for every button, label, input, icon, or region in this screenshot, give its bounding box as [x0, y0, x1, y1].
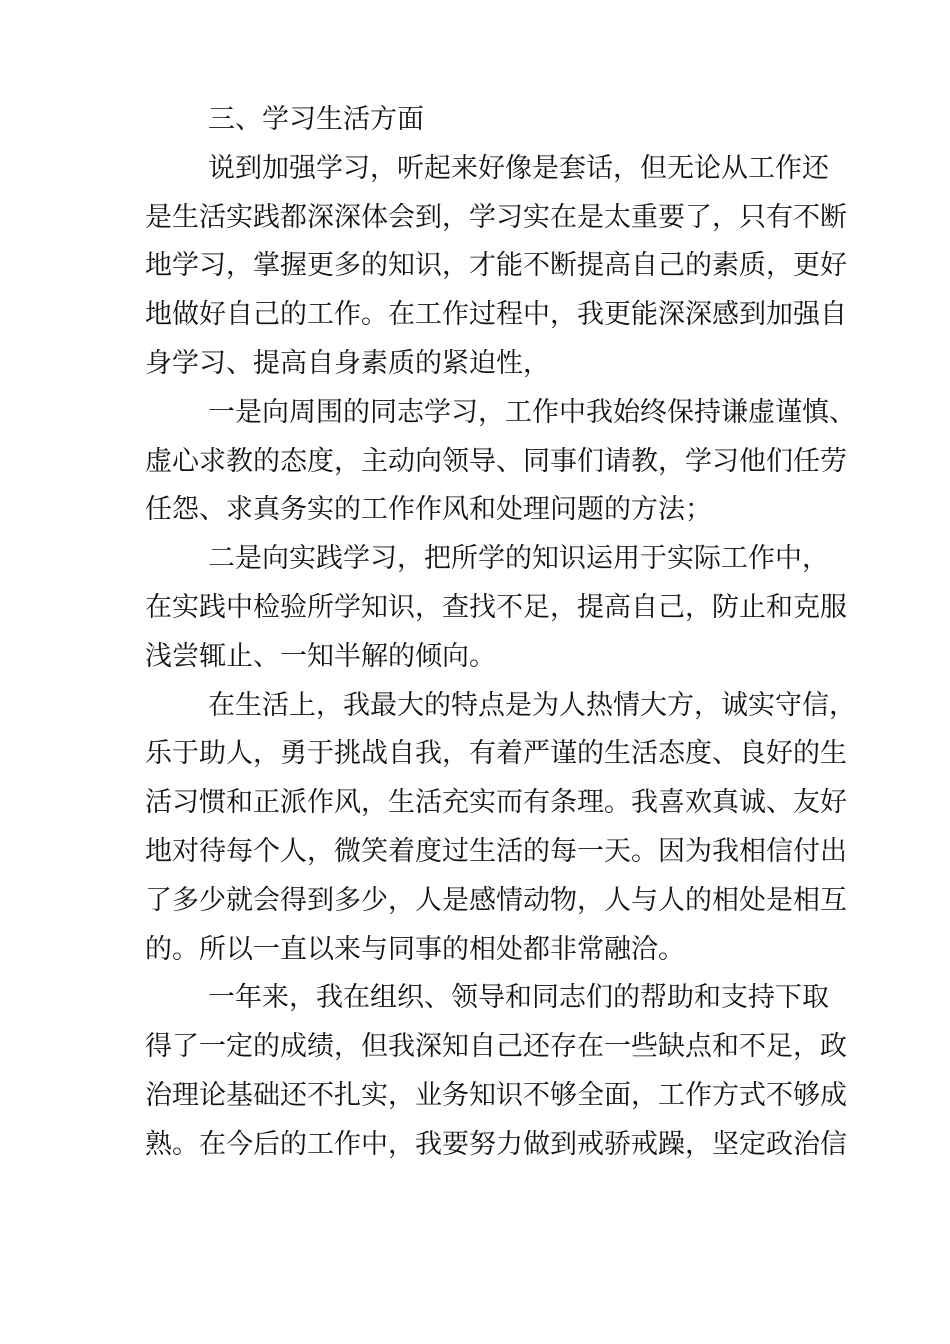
paragraph-line: 是生活实践都深深体会到，学习实在是太重要了，只有不断	[145, 201, 847, 233]
paragraph-line: 一年来，我在组织、领导和同志们的帮助和支持下取	[208, 982, 829, 1014]
paragraph-line: 了多少就会得到多少，人是感情动物，人与人的相处是相互	[145, 884, 847, 916]
paragraph-line: 熟。在今后的工作中，我要努力做到戒骄戒躁，坚定政治信	[145, 1128, 847, 1160]
paragraph-line: 说到加强学习，听起来好像是套话，但无论从工作还	[208, 152, 829, 184]
paragraph-learn-from-practice	[145, 535, 847, 681]
paragraph-line: 一是向周围的同志学习，工作中我始终保持谦虚谨慎、	[208, 396, 856, 428]
paragraph-line: 得了一定的成绩，但我深知自己还存在一些缺点和不足，政	[145, 1031, 847, 1063]
paragraph-line: 在生活上，我最大的特点是为人热情大方，诚实守信，	[208, 689, 856, 721]
paragraph-line: 的。所以一直以来与同事的相处都非常融洽。	[145, 933, 685, 965]
paragraph-study-importance	[145, 145, 847, 389]
paragraph-year-summary	[145, 974, 847, 1169]
paragraph-line: 浅尝辄止、一知半解的倾向。	[145, 640, 496, 672]
paragraph-learn-from-colleagues	[145, 389, 856, 535]
paragraph-line: 身学习、提高自身素质的紧迫性，	[145, 347, 550, 379]
paragraph-line: 地对待每个人，微笑着度过生活的每一天。因为我相信付出	[145, 835, 847, 867]
paragraph-line: 乐于助人，勇于挑战自我，有着严谨的生活态度、良好的生	[145, 738, 847, 770]
paragraph-daily-life	[145, 682, 856, 975]
paragraph-line: 地做好自己的工作。在工作过程中，我更能深深感到加强自	[145, 299, 847, 331]
paragraph-line: 活习惯和正派作风，生活充实而有条理。我喜欢真诚、友好	[145, 787, 847, 819]
paragraph-line: 任怨、求真务实的工作作风和处理问题的方法；	[145, 494, 712, 526]
paragraph-line: 治理论基础还不扎实，业务知识不够全面，工作方式不够成	[145, 1079, 847, 1111]
section-heading: 三、学习生活方面	[208, 104, 424, 135]
paragraph-line: 在实践中检验所学知识，查找不足，提高自己，防止和克服	[145, 591, 847, 623]
paragraph-line: 地学习，掌握更多的知识，才能不断提高自己的素质，更好	[145, 250, 847, 282]
paragraph-line: 虚心求教的态度，主动向领导、同事们请教，学习他们任劳	[145, 445, 847, 477]
paragraph-line: 二是向实践学习，把所学的知识运用于实际工作中，	[208, 543, 829, 575]
document-body	[145, 96, 856, 1170]
